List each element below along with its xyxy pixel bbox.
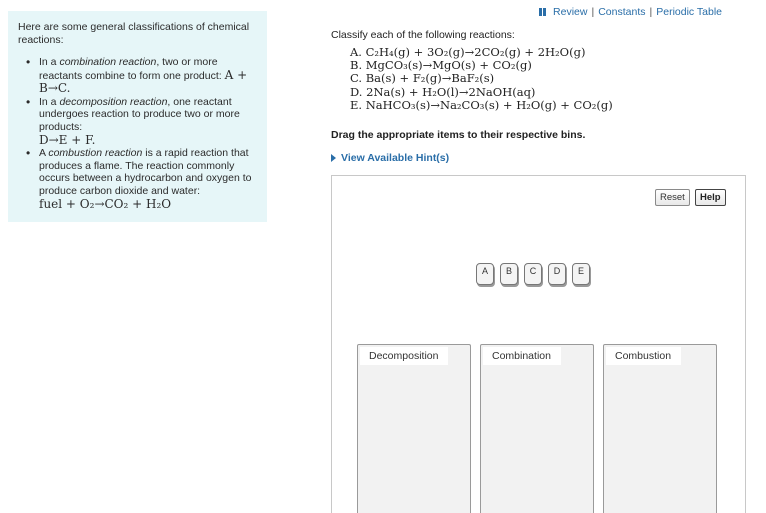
list-item-decomposition (24, 96, 257, 148)
term-decomposition: decomposition reaction (59, 95, 168, 108)
item-prefix: In a (39, 56, 60, 68)
drag-item-c[interactable]: C (524, 263, 542, 285)
formula-combustion: fuel + O₂→CO₂ + H₂O (39, 197, 172, 211)
formula-combination: A + B→C. (39, 67, 248, 95)
reset-button[interactable]: Reset (655, 189, 690, 206)
reaction-e: E. NaHCO₃(s)→Na₂CO₃(s) + H₂O(g) + CO₂(g) (350, 97, 613, 112)
info-panel (8, 11, 267, 222)
drag-item-a[interactable]: A (476, 263, 494, 285)
info-intro: Here are some general classifications of chemical reactions: (18, 21, 250, 46)
review-icon (539, 8, 546, 16)
separator: | (649, 6, 653, 18)
reaction-c: C. Ba(s) + F₂(g)→BaF₂(s) (350, 71, 495, 86)
reaction-list (350, 46, 613, 112)
list-item-combustion (24, 147, 257, 211)
item-prefix: In a (39, 95, 60, 108)
periodic-table-link[interactable]: Periodic Table (656, 6, 722, 18)
item-text: , two or more reactants combine to form one product: (39, 56, 225, 82)
list-item-combination (24, 56, 257, 96)
drag-item-b[interactable]: B (500, 263, 518, 285)
question-prompt: Classify each of the following reactions: (331, 29, 515, 41)
reaction-a: A. C₂H₄(g) + 3O₂(g)→2CO₂(g) + 2H₂O(g) (350, 45, 586, 59)
classification-list (18, 56, 257, 211)
help-button[interactable]: Help (695, 189, 726, 206)
constants-link[interactable]: Constants (598, 6, 646, 18)
drag-item-d[interactable]: D (548, 263, 566, 285)
item-prefix: A (39, 147, 49, 159)
caret-right-icon (331, 154, 336, 162)
item-text: is a rapid reaction that produces a flame. The reaction commonly occurs between a hydrocarbon and oxygen to produce carbon dioxide and water: (39, 147, 252, 197)
drag-item-e[interactable]: E (572, 263, 590, 285)
term-combustion: combustion reaction (48, 147, 143, 159)
bin-combustion[interactable] (603, 344, 717, 513)
instruction: Drag the appropriate items to their respective bins. (331, 129, 586, 141)
hint-toggle[interactable] (331, 152, 449, 164)
bin-label: Combination (483, 347, 561, 365)
reaction-d: D. 2Na(s) + H₂O(l)→2NaOH(aq) (350, 84, 536, 99)
reaction-b: B. MgCO₃(s)→MgO(s) + CO₂(g) (350, 58, 532, 73)
draggable-items (476, 263, 590, 285)
review-link[interactable]: Review (553, 6, 588, 18)
bin-combination[interactable] (480, 344, 594, 513)
term-combination: combination reaction (59, 56, 157, 68)
bin-label: Decomposition (360, 347, 448, 365)
bin-decomposition[interactable] (357, 344, 471, 513)
bin-label: Combustion (606, 347, 681, 365)
separator: | (591, 6, 595, 18)
top-links (539, 6, 722, 18)
hint-label: View Available Hint(s) (341, 152, 450, 164)
item-text: , one reactant undergoes reaction to produce two or more products: (39, 95, 240, 133)
drag-drop-area (331, 175, 746, 513)
formula-decomposition: D→E + F. (39, 133, 96, 147)
